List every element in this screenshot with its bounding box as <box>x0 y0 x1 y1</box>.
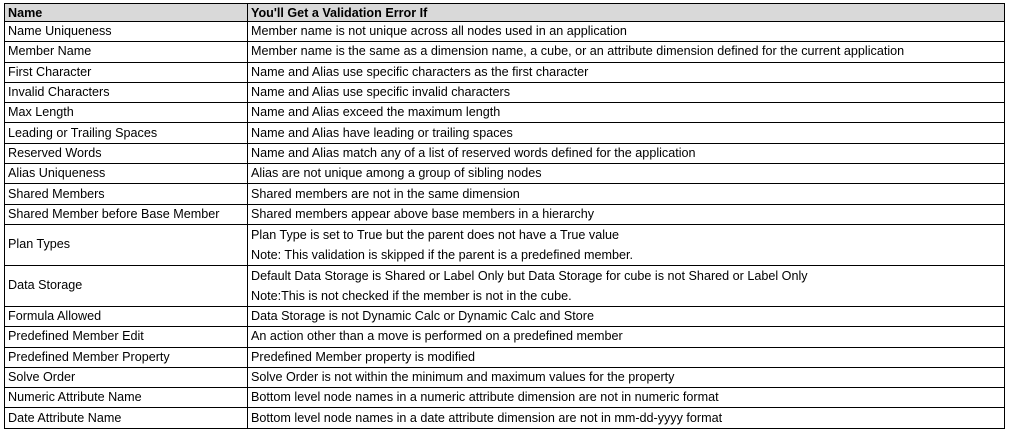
row-error-cell: Shared members appear above base members in a hierarchy <box>248 204 1005 224</box>
row-name-cell: Invalid Characters <box>5 82 248 102</box>
table-row <box>5 103 1005 123</box>
row-error-cell <box>248 265 1005 306</box>
table-row <box>5 62 1005 82</box>
row-error-cell: Solve Order is not within the minimum and maximum values for the property <box>248 367 1005 387</box>
table-row <box>5 388 1005 408</box>
row-error-cell: Bottom level node names in a date attribute dimension are not in mm-dd-yyyy format <box>248 408 1005 428</box>
table-row <box>5 204 1005 224</box>
table-row <box>5 42 1005 62</box>
table-row <box>5 265 1005 306</box>
row-error-cell: Name and Alias use specific characters as the first character <box>248 62 1005 82</box>
row-error-cell: Name and Alias use specific invalid characters <box>248 82 1005 102</box>
error-line: Note:This is not checked if the member is not in the cube. <box>251 288 572 303</box>
row-name-cell: Shared Member before Base Member <box>5 204 248 224</box>
row-name-cell: Shared Members <box>5 184 248 204</box>
row-name-cell: Name Uniqueness <box>5 22 248 42</box>
table-row <box>5 82 1005 102</box>
row-error-cell: Data Storage is not Dynamic Calc or Dynamic Calc and Store <box>248 306 1005 326</box>
row-error-cell: Alias are not unique among a group of sibling nodes <box>248 164 1005 184</box>
row-name-cell: Alias Uniqueness <box>5 164 248 184</box>
row-error-cell <box>248 224 1005 265</box>
table-row <box>5 22 1005 42</box>
row-error-cell: Name and Alias have leading or trailing spaces <box>248 123 1005 143</box>
validation-error-table <box>4 3 1005 429</box>
header-error-condition: You'll Get a Validation Error If <box>248 4 1005 22</box>
row-error-cell: Member name is not unique across all nodes used in an application <box>248 22 1005 42</box>
table-row <box>5 306 1005 326</box>
row-error-cell: Name and Alias match any of a list of reserved words defined for the application <box>248 143 1005 163</box>
table-row <box>5 327 1005 347</box>
table-row <box>5 123 1005 143</box>
error-line: Plan Type is set to True but the parent does not have a True value <box>251 227 620 242</box>
row-name-cell: Predefined Member Edit <box>5 327 248 347</box>
table-row <box>5 347 1005 367</box>
row-name-cell: Numeric Attribute Name <box>5 388 248 408</box>
table-row <box>5 143 1005 163</box>
row-name-cell: Leading or Trailing Spaces <box>5 123 248 143</box>
table-body <box>5 22 1005 429</box>
row-error-cell: Member name is the same as a dimension name, a cube, or an attribute dimension defined for the current application <box>248 42 1005 62</box>
table-row <box>5 184 1005 204</box>
row-name-cell: Predefined Member Property <box>5 347 248 367</box>
row-name-cell: Data Storage <box>5 265 248 306</box>
row-name-cell: First Character <box>5 62 248 82</box>
row-error-cell: Name and Alias exceed the maximum length <box>248 103 1005 123</box>
header-name: Name <box>5 4 248 22</box>
row-name-cell: Date Attribute Name <box>5 408 248 428</box>
row-name-cell: Formula Allowed <box>5 306 248 326</box>
row-error-cell: An action other than a move is performed on a predefined member <box>248 327 1005 347</box>
row-name-cell: Max Length <box>5 103 248 123</box>
row-name-cell: Plan Types <box>5 224 248 265</box>
error-line: Default Data Storage is Shared or Label Only but Data Storage for cube is not Shared or Label Only <box>251 268 808 283</box>
table-row <box>5 164 1005 184</box>
row-name-cell: Reserved Words <box>5 143 248 163</box>
row-error-cell: Shared members are not in the same dimension <box>248 184 1005 204</box>
row-name-cell: Member Name <box>5 42 248 62</box>
table-row <box>5 367 1005 387</box>
table-row <box>5 224 1005 265</box>
header-row <box>5 4 1005 22</box>
table-row <box>5 408 1005 428</box>
row-name-cell: Solve Order <box>5 367 248 387</box>
row-error-cell: Predefined Member property is modified <box>248 347 1005 367</box>
row-error-cell: Bottom level node names in a numeric attribute dimension are not in numeric format <box>248 388 1005 408</box>
error-line: Note: This validation is skipped if the parent is a predefined member. <box>251 247 633 262</box>
